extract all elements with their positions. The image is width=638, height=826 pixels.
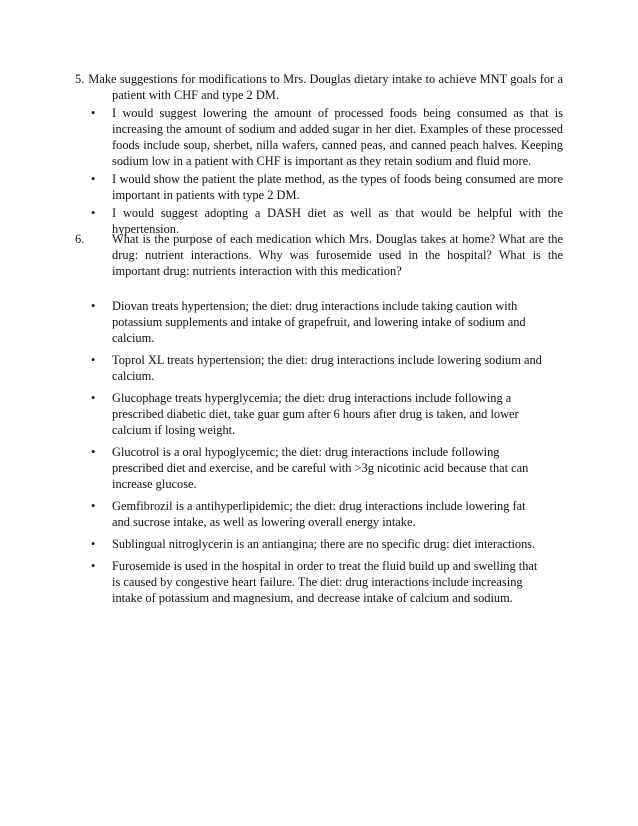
bullet-icon: • — [91, 537, 96, 551]
bullet-icon: • — [91, 445, 96, 459]
list-item: • Gemfibrozil is a antihyperlipidemic; the diet: drug interactions include lowering fat and sucrose intake, as well as lowering overall energy intake. — [91, 499, 526, 529]
bullet-icon: • — [91, 499, 96, 513]
question-6-answer-list — [75, 298, 563, 606]
list-item: • Furosemide is used in the hospital in order to treat the fluid build up and swelling that is caused by congestive heart failure. The diet: drug interactions include increasing intake of potassium and magnesium, and decrease intake of calcium and sodium. — [91, 559, 538, 605]
question-6-text: What is the purpose of each medication which Mrs. Douglas takes at home? What are the drug: nutrient interactions. Why was furosemide used in the hospital? What is the important drug: nutrients interaction with this medication? — [112, 232, 563, 278]
list-item: • Sublingual nitroglycerin is an antiangina; there are no specific drug: diet interactions. — [91, 537, 536, 551]
bullet-icon: • — [91, 353, 96, 367]
list-item: • Toprol XL treats hypertension; the diet: drug interactions include lowering sodium and calcium. — [91, 353, 542, 383]
list-item: • Diovan treats hypertension; the diet: drug interactions include taking caution with potassium supplements and intake of grapefruit, and lowering intake of sodium and calcium. — [91, 299, 526, 345]
bullet-icon: • — [91, 206, 96, 220]
bullet-icon: • — [91, 172, 96, 186]
list-item: • I would suggest adopting a DASH diet as well as that would be helpful with the hypertension. — [91, 206, 563, 236]
question-5-answer-list — [75, 105, 563, 237]
bullet-icon: • — [91, 559, 96, 573]
list-item: • Glucotrol is a oral hypoglycemic; the diet: drug interactions include following prescribed diet and exercise, and be careful with >3g nicotinic acid because that can increase glucose. — [91, 445, 529, 491]
list-item: • I would suggest lowering the amount of processed foods being consumed as that is increasing the amount of sodium and added sugar in her diet. Examples of these processed foods include soup, sherbet, nilla wafers, canned peas, and canned peach halves. Keeping sodium low in a patient with CHF is important as they retain sodium and fluid more. — [91, 106, 563, 168]
question-6-number: 6. — [75, 232, 85, 246]
bullet-icon: • — [91, 299, 96, 313]
bullet-icon: • — [91, 391, 96, 405]
question-6 — [75, 231, 563, 606]
question-6-heading — [75, 231, 563, 279]
question-5-heading — [75, 71, 563, 103]
list-item: • I would show the patient the plate method, as the types of foods being consumed are more important in patients with type 2 DM. — [91, 172, 563, 202]
list-item: • Glucophage treats hyperglycemia; the diet: drug interactions include following a prescribed diabetic diet, take guar gum after 6 hours after drug is taken, and lower calcium if losing weight. — [91, 391, 519, 437]
question-5-number: 5. — [75, 72, 85, 86]
bullet-icon: • — [91, 106, 96, 120]
question-5 — [75, 71, 563, 237]
question-5-text: Make suggestions for modifications to Mrs. Douglas dietary intake to achieve MNT goals for a patient with CHF and type 2 DM. — [88, 72, 563, 102]
